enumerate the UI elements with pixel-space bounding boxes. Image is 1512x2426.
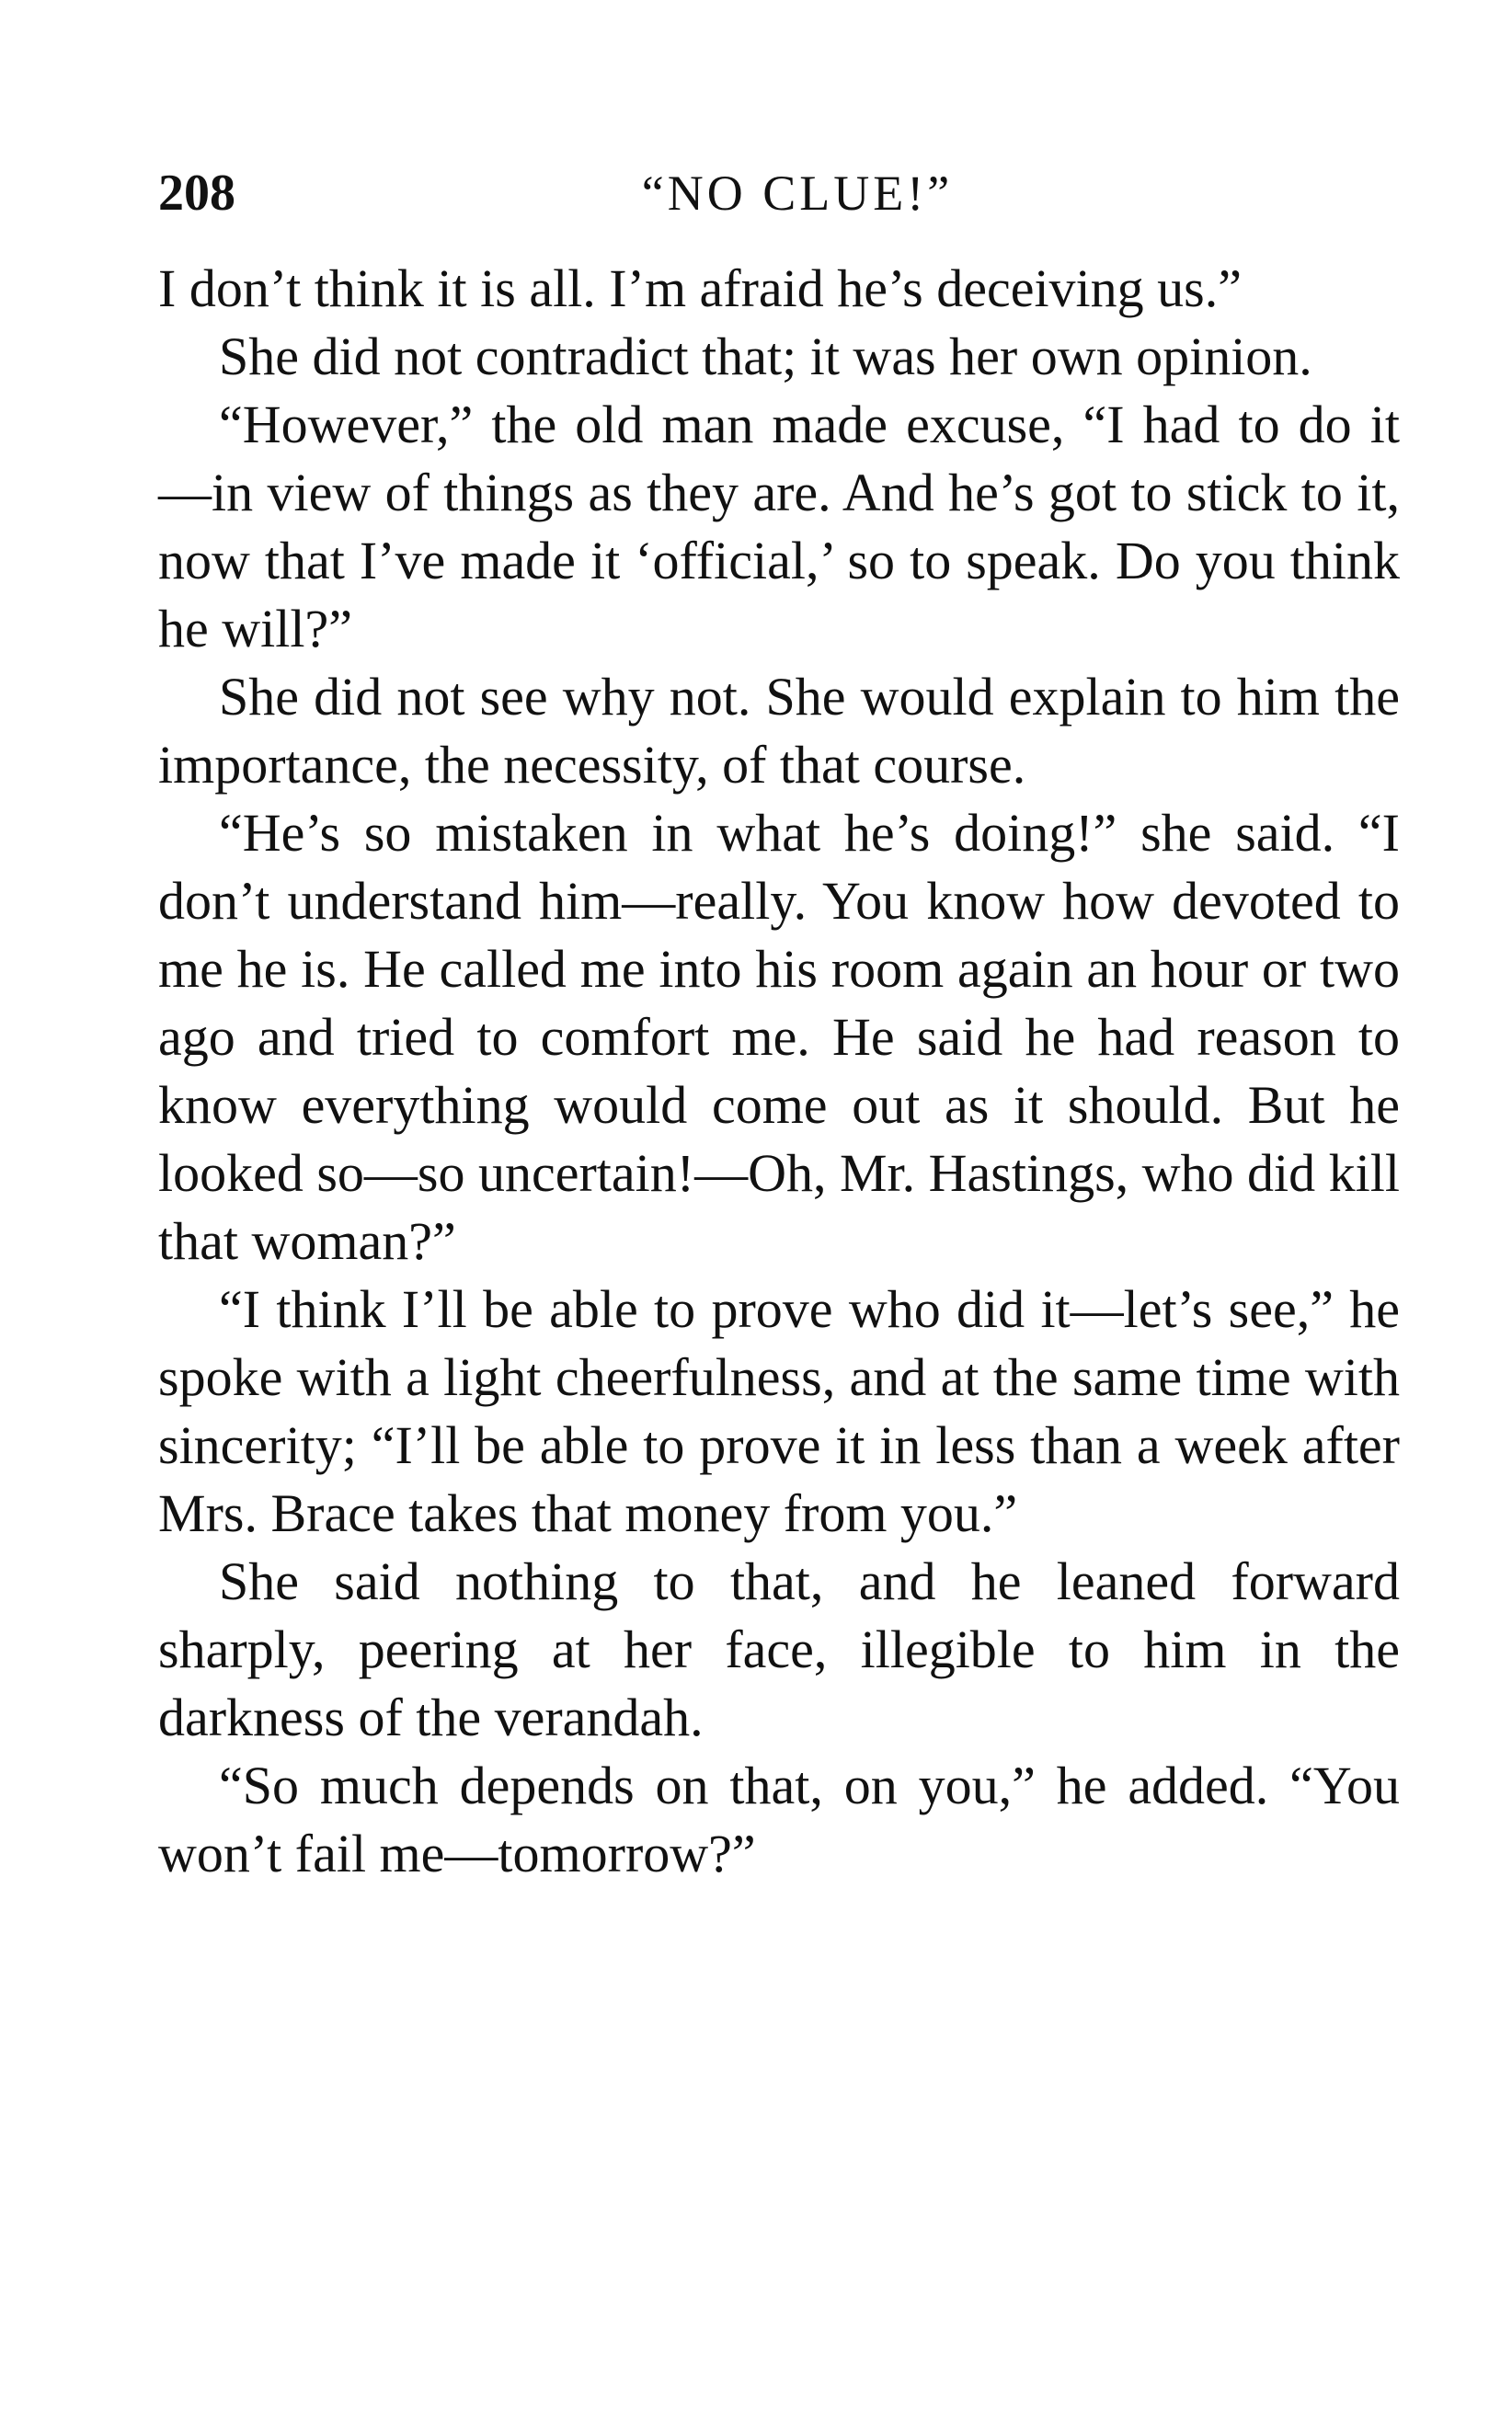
- paragraph: She did not see why not. She would explain to him the importance, the necessity, of that course.: [158, 667, 1400, 795]
- paragraph: “He’s so mistaken in what he’s doing!” she said. “I don’t understand him—really. You know how devoted to me he is. He called me into his room again an hour or two ago and tried to comfort me. He said he had reason to know everything would come out as it should. But he looked so—so uncertain!—Oh, Mr. Hastings, who did kill that woman?”: [158, 803, 1401, 1271]
- running-title: “NO CLUE!”: [641, 166, 954, 221]
- running-head: [158, 156, 1400, 230]
- paragraph: She said nothing to that, and he leaned forward sharply, peering at her face, illegible to him in the darkness of the verandah.: [158, 1551, 1400, 1747]
- paragraph: “I think I’ll be able to prove who did it—let’s see,” he spoke with a light cheerfulness, and at the same time with sincerity; “I’ll be able to prove it in less than a week after Mrs. Brace takes that money from you.”: [158, 1279, 1400, 1543]
- paragraph: I don’t think it is all. I’m afraid he’s deceiving us.”: [158, 258, 1242, 318]
- paragraph: “However,” the old man made excuse, “I had to do it—in view of things as they are. And he’s got to stick to it, now that I’ve made it ‘official,’ so to speak. Do you think he will?”: [158, 395, 1400, 658]
- paragraph: She did not contradict that; it was her own opinion.: [219, 326, 1312, 386]
- page-number: 208: [158, 165, 235, 222]
- body-text: [158, 255, 1400, 1888]
- paragraph: “So much depends on that, on you,” he added. “You won’t fail me—tomorrow?”: [158, 1756, 1400, 1883]
